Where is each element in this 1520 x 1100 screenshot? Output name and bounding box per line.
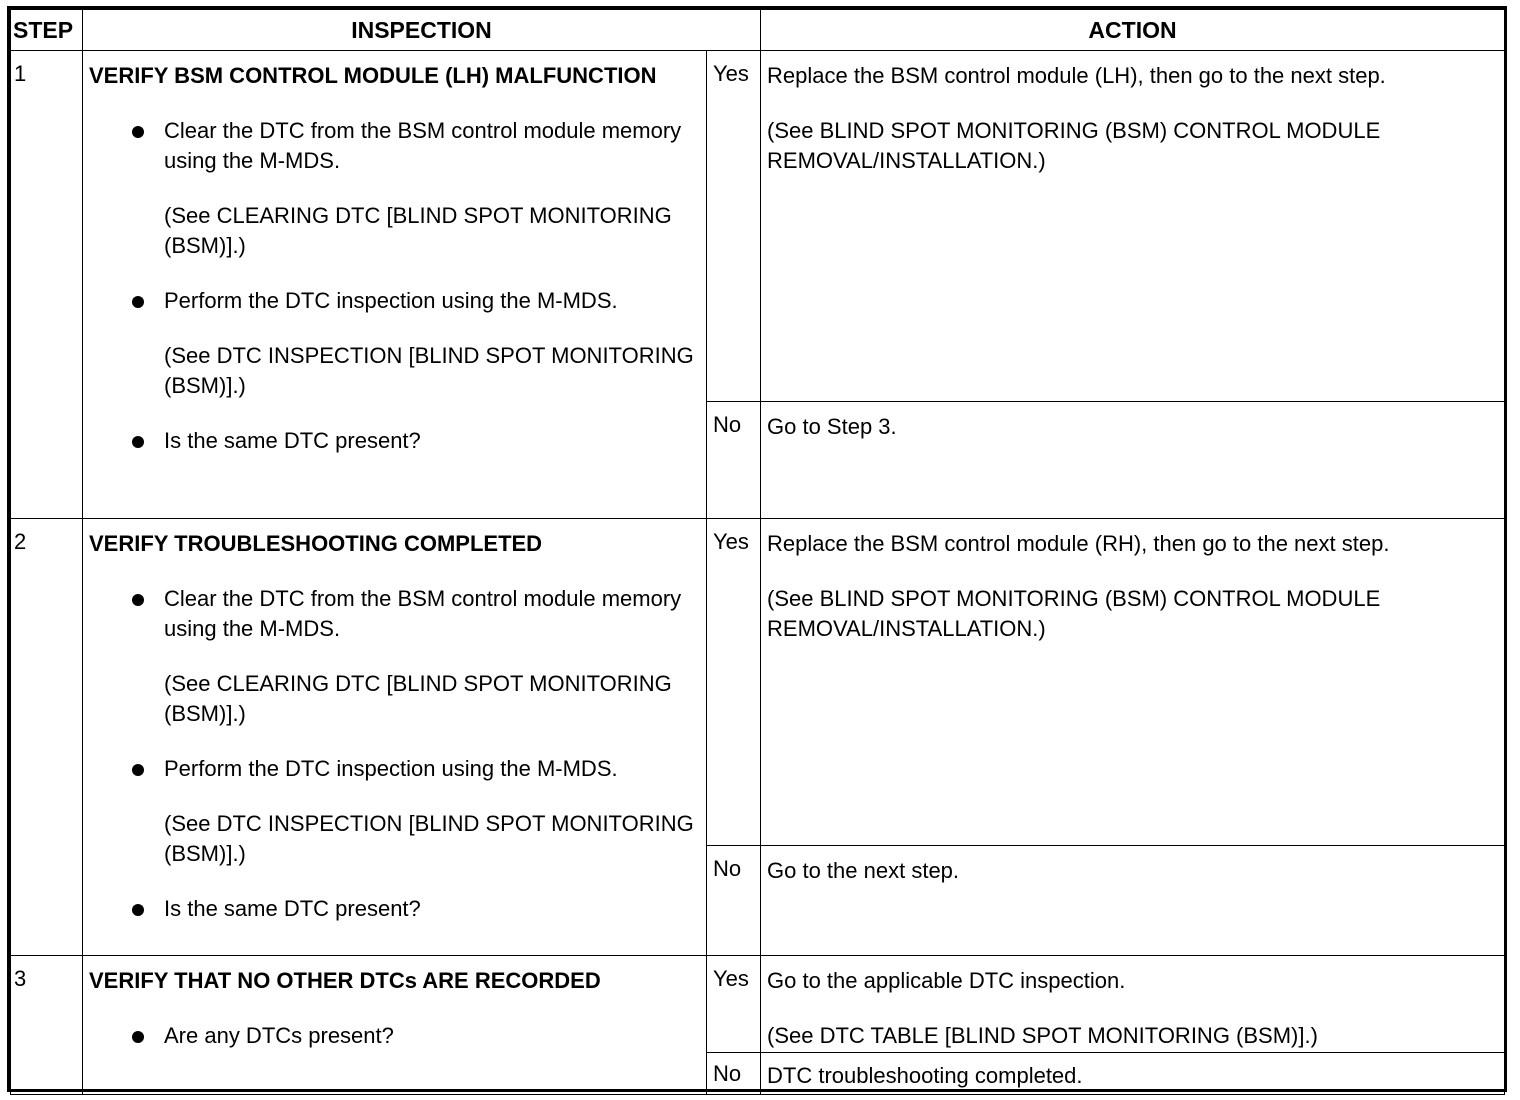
step-3-title: VERIFY THAT NO OTHER DTCs ARE RECORDED <box>89 968 601 993</box>
step-1-no-action <box>761 402 1505 519</box>
step-3-inspection <box>83 956 707 1095</box>
step-2-no-label: No <box>707 846 761 956</box>
bullet-icon <box>132 594 144 606</box>
list-item <box>89 894 700 924</box>
step-3-yes-row <box>11 956 1505 1053</box>
action-text: DTC troubleshooting completed. <box>767 1063 1083 1088</box>
bullet-text: Perform the DTC inspection using the M-MDS. <box>164 756 618 781</box>
step-2-yes-row <box>11 519 1505 846</box>
list-item <box>89 116 700 176</box>
step-2-inspection <box>83 519 707 956</box>
action-reference: (See DTC TABLE [BLIND SPOT MONITORING (BSM)].) <box>767 1023 1318 1048</box>
step-2-title: VERIFY TROUBLESHOOTING COMPLETED <box>89 531 543 556</box>
step-1-number: 1 <box>11 51 83 519</box>
list-item <box>89 286 700 316</box>
bullet-text: Clear the DTC from the BSM control module memory using the M-MDS. <box>164 586 682 641</box>
bullet-icon <box>132 436 144 448</box>
bullet-icon <box>132 296 144 308</box>
bullet-icon <box>132 904 144 916</box>
action-text: Replace the BSM control module (RH), then go to the next step. <box>767 531 1390 556</box>
step-1-yes-action <box>761 51 1505 402</box>
step-1-no-label: No <box>707 402 761 519</box>
troubleshooting-table <box>10 9 1505 1095</box>
step-3-yes-action <box>761 956 1505 1053</box>
step-2-number: 2 <box>11 519 83 956</box>
header-row <box>11 10 1505 51</box>
step-header: STEP <box>11 10 83 51</box>
step-2-no-action <box>761 846 1505 956</box>
reference-note: (See DTC INSPECTION [BLIND SPOT MONITORING (BSM)].) <box>164 343 694 398</box>
step-3-number: 3 <box>11 956 83 1095</box>
step-1-inspection <box>83 51 707 519</box>
reference-note: (See DTC INSPECTION [BLIND SPOT MONITORING (BSM)].) <box>164 811 694 866</box>
bullet-text: Perform the DTC inspection using the M-MDS. <box>164 288 618 313</box>
step-2-yes-action <box>761 519 1505 846</box>
bullet-text: Is the same DTC present? <box>164 428 421 453</box>
action-text: Replace the BSM control module (LH), then go to the next step. <box>767 63 1386 88</box>
action-text: Go to the applicable DTC inspection. <box>767 968 1126 993</box>
step-3-no-label: No <box>707 1053 761 1095</box>
list-item <box>89 754 700 784</box>
list-item <box>89 584 700 644</box>
action-text: Go to Step 3. <box>767 414 897 439</box>
bullet-text: Clear the DTC from the BSM control module memory using the M-MDS. <box>164 118 682 173</box>
inspection-header: INSPECTION <box>83 10 761 51</box>
bullet-text: Is the same DTC present? <box>164 896 421 921</box>
troubleshooting-table-frame <box>7 6 1507 1092</box>
step-2-yes-label: Yes <box>707 519 761 846</box>
step-1-yes-row <box>11 51 1505 402</box>
bullet-icon <box>132 764 144 776</box>
bullet-icon <box>132 126 144 138</box>
list-item <box>89 426 700 456</box>
bullet-text: Are any DTCs present? <box>164 1023 394 1048</box>
action-reference: (See BLIND SPOT MONITORING (BSM) CONTROL MODULE REMOVAL/INSTALLATION.) <box>767 118 1381 173</box>
action-reference: (See BLIND SPOT MONITORING (BSM) CONTROL MODULE REMOVAL/INSTALLATION.) <box>767 586 1381 641</box>
step-3-yes-label: Yes <box>707 956 761 1053</box>
step-1-yes-label: Yes <box>707 51 761 402</box>
action-text: Go to the next step. <box>767 858 960 883</box>
step-1-title: VERIFY BSM CONTROL MODULE (LH) MALFUNCTION <box>89 63 657 88</box>
reference-note: (See CLEARING DTC [BLIND SPOT MONITORING (BSM)].) <box>164 203 672 258</box>
list-item <box>89 1021 700 1051</box>
reference-note: (See CLEARING DTC [BLIND SPOT MONITORING (BSM)].) <box>164 671 672 726</box>
action-header: ACTION <box>761 10 1505 51</box>
step-3-no-action <box>761 1053 1505 1095</box>
bullet-icon <box>132 1031 144 1043</box>
